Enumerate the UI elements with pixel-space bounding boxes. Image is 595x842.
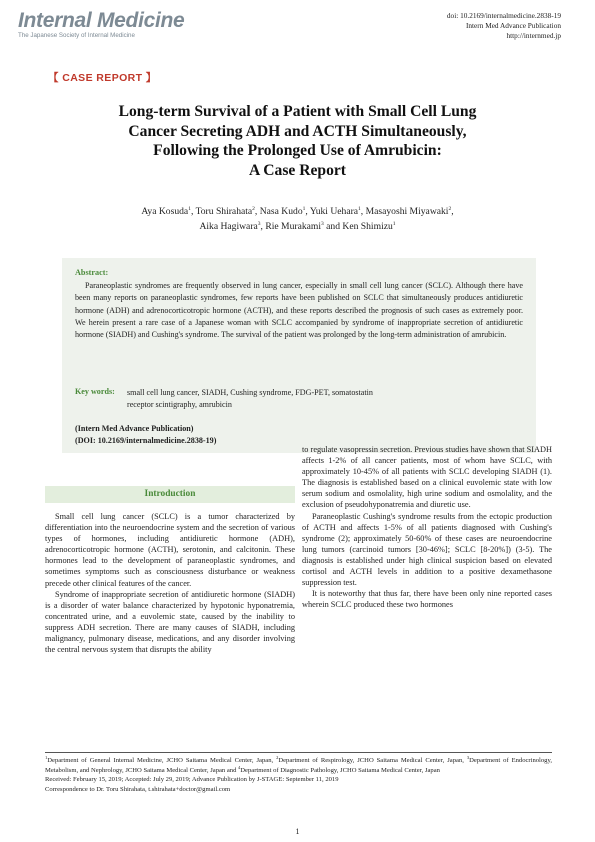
citation-line: (Intern Med Advance Publication): [75, 424, 194, 433]
author-name: Masayoshi Miyawaki: [365, 206, 449, 217]
affiliation-number: 4: [238, 764, 241, 770]
keywords-text: small cell lung cancer, SIADH, Cushing syndrome, FDG-PET, somatostatin receptor scintigraphy, amrubicin: [127, 388, 373, 410]
author-name: Yuki Uehara: [309, 206, 359, 217]
page-number: 1: [295, 827, 300, 836]
correspondence[interactable]: Correspondence to Dr. Toru Shirahata, t.shirahata+doctor@gmail.com: [45, 786, 231, 794]
abstract-text: Paraneoplastic syndromes are frequently observed in lung cancer, especially in small cell lung cancer (SCLC). Although there have been many reports on paraneoplastic syndromes, few reports have been published on SCLC that simultaneously produces antidiuretic hormone (ADH) and adrenocorticotropic hormone (ACTH), and these reports described the prognosis of such cases as extremely poor. We herein present a rare case of a Japanese woman with SCLC accompanied by syndrome of inappropriate secretion of antidiuretic hormone (SIADH) and Cushing's syndrome. The survival of the patient was prolonged by the long-term administration of amrubicin.: [75, 281, 523, 340]
article-title: [60, 102, 535, 180]
keywords-label: Key words:: [75, 387, 115, 396]
author-name: Aya Kosuda: [141, 206, 189, 217]
author-affiliation: 2: [252, 205, 255, 212]
body-paragraph: Paraneoplastic Cushing's syndrome results from the ectopic production of ACTH and affects 1-5% of all patients diagnosed with Cushing's syndrome (2); approximately 50-60% of these cases are neuroendocrine lung tumors (carcinoid tumors [30-46%]; SCLC [8-20%]) (3-5). The diagnosis is established under high clinical suspicion based on elevated cortisol and ACTH levels in addition to a positive dexamethasone suppression test.: [302, 511, 552, 588]
affiliation-text: Department of General Internal Medicine, JCHO Saitama Medical Center, Japan,: [47, 757, 277, 764]
doi-text: doi: 10.2169/internalmedicine.2838-19: [446, 11, 561, 20]
author-affiliation: 2: [448, 205, 452, 212]
footnotes: [45, 756, 552, 795]
author-affiliation: 1: [392, 220, 396, 227]
affiliation-text: Department of Endocrinology, Metabolism, and Nephrology, JCHO Saitama Medical Center, Japan and: [45, 757, 552, 774]
affiliations: [45, 756, 552, 775]
author-name: Toru Shirahata: [195, 206, 253, 217]
citation-line: (DOI: 10.2169/internalmedicine.2838-19): [75, 436, 217, 446]
citation-note: [75, 423, 216, 448]
footnote-divider: [45, 752, 552, 753]
body-paragraph: It is noteworthy that thus far, there have been only nine reported cases wherein SCLC produced these two hormones: [302, 589, 552, 610]
journal-logo: Internal Medicine: [18, 9, 185, 32]
article-type-label: 【 CASE REPORT 】: [48, 72, 157, 84]
right-column: [302, 444, 552, 610]
section-heading: Introduction: [144, 489, 196, 499]
body-paragraph: Small cell lung cancer (SCLC) is a tumor characterized by differentiation into the neuroendocrine system and the secretion of various types of hormones, including antidiuretic hormone (ADH), adrenocorticotropic hormone (ACTH), serotonin, and calcitonin. These hormones lead to the development of paraneoplastic syndromes, and sometimes symptoms such as consciousness disturbance or weakness precede other clinical features of the cancer.: [45, 512, 295, 588]
affiliation-number: 1: [45, 754, 48, 760]
title-line: Cancer Secreting ADH and ACTH Simultaneously,: [128, 122, 467, 140]
author-affiliation: 1: [188, 205, 191, 212]
author-name: Ken Shimizu: [342, 220, 393, 232]
affiliation-number: 2: [276, 754, 279, 760]
author-name: Aika Hagiwara: [199, 220, 258, 232]
abstract-heading: Abstract:: [75, 268, 109, 277]
author-affiliation: 3: [321, 220, 324, 227]
publication-text: Intern Med Advance Publication: [465, 21, 561, 30]
author-list: Aya Kosuda$^1$, Toru Shirahata$^2$, Nasa Kudo$^1$, Yuki Uehara$^1$, Masayoshi Miyawaki$^2$, Aika Hagiwara$^3$, Rie Murakami$^3$ and Ken Shimizu$^1$: [141, 205, 454, 232]
author-affiliation: 3: [257, 220, 261, 227]
body-paragraph: to regulate vasopressin secretion. Previous studies have shown that SIADH affects 1-2% of all cancer patients, most of whom have SCLC, with approximately 10-45% of all patients with SCLC developing SIADH (1). The diagnosis is established based on a clinical euvolemic state with low serum sodium and osmolality, high urine sodium and osmolality, and the exclusion of pseudohyponatremia and diuretic use.: [302, 445, 552, 510]
author-name: Nasa Kudo: [259, 206, 303, 217]
left-column: [45, 511, 295, 655]
society-name: The Japanese Society of Internal Medicine: [18, 32, 135, 39]
author-affiliation: 1: [358, 205, 361, 212]
title-line: A Case Report: [248, 161, 346, 179]
author-affiliation: 1: [302, 205, 306, 212]
title-line: Following the Prolonged Use of Amrubicin:: [153, 142, 442, 159]
affiliation-number: 3: [466, 754, 470, 760]
affiliation-text: Department of Respirology, JCHO Saitama Medical Center, Japan,: [278, 757, 467, 764]
title-line: Long-term Survival of a Patient with Small Cell Lung: [118, 103, 477, 120]
body-paragraph: Syndrome of inappropriate secretion of antidiuretic hormone (SIADH) is a disorder of water balance characterized by hypotonic hyponatremia, concentrated urine, and a euvolemic state, caused by the inability to suppress ADH secretion. There are many causes of SIADH, including malignancy, pulmonary disease, medications, and any disorder involving the central nervous system that disrupts the ability: [45, 589, 295, 655]
header-meta: [447, 11, 561, 41]
affiliation-text: Department of Diagnostic Pathology, JCHO Saitama Medical Center, Japan: [240, 766, 440, 774]
received-dates: Received: February 15, 2019; Accepted: July 29, 2019; Advance Publication by J-STAGE: September 11, 2019: [45, 776, 339, 784]
journal-url-link[interactable]: http://internmed.jp: [506, 31, 561, 40]
author-name: Rie Murakami: [265, 220, 322, 232]
